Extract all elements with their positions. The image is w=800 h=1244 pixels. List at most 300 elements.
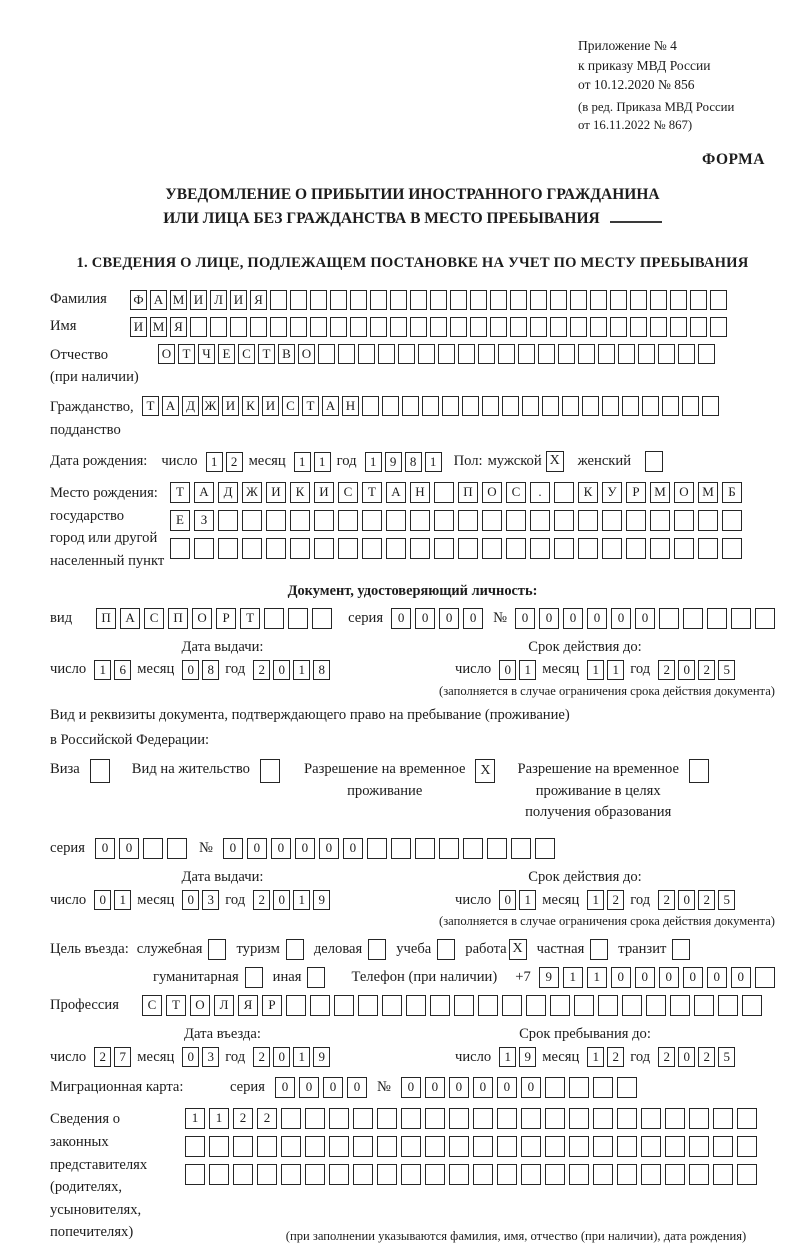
char-box: 0 — [439, 608, 459, 629]
expiry-year-boxes — [658, 660, 735, 680]
char-box — [434, 510, 454, 531]
char-box — [353, 1136, 373, 1157]
char-box: К — [242, 396, 259, 416]
char-box — [618, 344, 635, 364]
char-box — [626, 510, 646, 531]
char-box — [570, 290, 587, 310]
char-box: О — [190, 995, 210, 1016]
char-box — [482, 510, 502, 531]
residence-expiry-year-boxes — [658, 890, 735, 910]
char-box — [506, 538, 526, 559]
char-box — [755, 967, 775, 988]
char-box — [642, 396, 659, 416]
char-box: 0 — [563, 608, 583, 629]
char-box — [310, 290, 327, 310]
char-box — [737, 1108, 757, 1129]
representatives-line-1 — [185, 1108, 757, 1129]
birth-month-boxes — [294, 452, 331, 472]
appendix-line: к приказу МВД России — [578, 57, 711, 73]
char-box — [674, 510, 694, 531]
char-box: 2 — [658, 660, 675, 680]
representatives-boxes — [185, 1108, 757, 1244]
char-box: 0 — [678, 1047, 695, 1067]
stay-until-group: число 1 9 месяц 1 2 год 2 0 2 5 — [455, 1047, 735, 1067]
char-box: 0 — [521, 1077, 541, 1098]
char-box — [490, 317, 507, 337]
char-box: 2 — [257, 1108, 277, 1129]
char-box: 1 — [587, 660, 604, 680]
residence-options-row — [50, 759, 775, 825]
char-box — [410, 538, 430, 559]
representatives-row — [50, 1108, 775, 1244]
char-box — [593, 1077, 613, 1098]
char-box: 1 — [365, 452, 382, 472]
amendment-line: (в ред. Приказа МВД России — [578, 99, 735, 114]
char-box: 0 — [707, 967, 727, 988]
char-box: 0 — [247, 838, 267, 859]
char-box: С — [506, 482, 526, 503]
char-box — [502, 396, 519, 416]
char-box — [450, 290, 467, 310]
identity-doc-row — [50, 608, 775, 629]
char-box: К — [578, 482, 598, 503]
char-box — [521, 1108, 541, 1129]
char-box — [458, 510, 478, 531]
char-box — [670, 290, 687, 310]
char-box — [487, 838, 507, 859]
char-box: 1 — [209, 1108, 229, 1129]
char-box: 0 — [635, 967, 655, 988]
char-box — [530, 510, 550, 531]
char-box — [510, 290, 527, 310]
residence-series-label: серия — [50, 840, 85, 857]
char-box: 1 — [587, 890, 604, 910]
char-box: 7 — [114, 1047, 131, 1067]
char-box — [290, 317, 307, 337]
char-box — [506, 510, 526, 531]
title-line-1: УВЕДОМЛЕНИЕ О ПРИБЫТИИ ИНОСТРАННОГО ГРАЖДАНИНА — [165, 185, 660, 203]
char-box: 9 — [519, 1047, 536, 1067]
char-box — [430, 995, 450, 1016]
char-box — [602, 510, 622, 531]
char-box: 9 — [385, 452, 402, 472]
char-box: 1 — [563, 967, 583, 988]
char-box — [242, 538, 262, 559]
char-box — [662, 396, 679, 416]
char-box — [582, 396, 599, 416]
char-box: 1 — [519, 890, 536, 910]
residence-series-row — [50, 838, 775, 859]
char-box: З — [194, 510, 214, 531]
identity-dates-headings — [50, 639, 775, 656]
char-box: С — [144, 608, 164, 629]
char-box — [578, 344, 595, 364]
char-box: 1 — [519, 660, 536, 680]
char-box — [338, 344, 355, 364]
purpose-tourism: туризм — [236, 939, 303, 960]
sex-female-label: женский — [577, 453, 632, 470]
char-box — [250, 317, 267, 337]
citizenship-row — [50, 396, 775, 441]
char-box — [350, 317, 367, 337]
char-box — [554, 482, 574, 503]
char-box — [194, 538, 214, 559]
char-box — [286, 995, 306, 1016]
char-box: 0 — [223, 838, 243, 859]
char-box — [462, 396, 479, 416]
expiry-day-boxes — [499, 660, 536, 680]
char-box — [449, 1164, 469, 1185]
patronymic-boxes — [158, 344, 715, 364]
char-box — [463, 838, 483, 859]
stay-year-boxes — [658, 1047, 735, 1067]
char-box — [683, 608, 703, 629]
char-box — [318, 344, 335, 364]
char-box — [650, 290, 667, 310]
char-box — [755, 608, 775, 629]
char-box — [305, 1164, 325, 1185]
char-box: 6 — [114, 660, 131, 680]
char-box — [257, 1136, 277, 1157]
char-box — [473, 1108, 493, 1129]
char-box — [626, 538, 646, 559]
char-box: А — [322, 396, 339, 416]
char-box — [470, 290, 487, 310]
char-box: О — [674, 482, 694, 503]
birthplace-boxes — [170, 482, 742, 566]
char-box: 0 — [449, 1077, 469, 1098]
char-box — [598, 344, 615, 364]
char-box: 1 — [206, 452, 223, 472]
citizenship-boxes — [142, 396, 719, 416]
char-box — [382, 396, 399, 416]
char-box — [190, 317, 207, 337]
residence-issue-group: число 0 1 месяц 0 3 год 2 0 1 9 — [50, 890, 395, 910]
char-box: 2 — [253, 1047, 270, 1067]
char-box — [665, 1136, 685, 1157]
char-box: О — [158, 344, 175, 364]
entry-date-heading: Дата въезда: — [184, 1026, 261, 1043]
representatives-note: (при заполнении указываются фамилия, имя, отчество (при наличии), дата рождения) — [285, 1229, 747, 1244]
birthplace-line-2 — [170, 510, 742, 531]
char-box — [718, 995, 738, 1016]
char-box: 0 — [678, 890, 695, 910]
purpose-business: служебная — [137, 939, 227, 960]
doc-series-boxes — [391, 608, 483, 629]
section-1-heading: 1. СВЕДЕНИЯ О ЛИЦЕ, ПОДЛЕЖАЩЕМ ПОСТАНОВКЕ НА УЧЕТ ПО МЕСТУ ПРЕБЫВАНИЯ — [76, 254, 749, 271]
char-box — [737, 1164, 757, 1185]
char-box — [270, 317, 287, 337]
transit-checkbox — [672, 939, 690, 960]
char-box — [610, 317, 627, 337]
char-box — [390, 290, 407, 310]
char-box — [593, 1164, 613, 1185]
char-box: О — [482, 482, 502, 503]
char-box: О — [192, 608, 212, 629]
char-box — [473, 1164, 493, 1185]
entry-date-group: число 2 7 месяц 0 3 год 2 0 1 9 — [50, 1047, 395, 1067]
char-box — [526, 995, 546, 1016]
char-box: 0 — [94, 890, 111, 910]
birthplace-row — [50, 482, 775, 572]
char-box — [710, 290, 727, 310]
char-box — [473, 1136, 493, 1157]
char-box — [689, 1164, 709, 1185]
amendment-line: от 16.11.2022 № 867) — [578, 118, 693, 133]
char-box — [521, 1136, 541, 1157]
representatives-line-3 — [185, 1164, 757, 1185]
char-box — [497, 1164, 517, 1185]
char-box: 1 — [607, 660, 624, 680]
char-box — [665, 1108, 685, 1129]
char-box — [610, 290, 627, 310]
char-box: Ф — [130, 290, 147, 310]
char-box — [598, 995, 618, 1016]
char-box: А — [386, 482, 406, 503]
entry-dates-row — [50, 1047, 775, 1067]
char-box: 0 — [401, 1077, 421, 1098]
char-box — [330, 290, 347, 310]
char-box: П — [96, 608, 116, 629]
char-box — [630, 290, 647, 310]
char-box — [698, 344, 715, 364]
issue-date-heading: Дата выдачи: — [181, 638, 264, 655]
char-box — [406, 995, 426, 1016]
char-box: 0 — [343, 838, 363, 859]
char-box — [439, 838, 459, 859]
char-box — [290, 538, 310, 559]
profession-row — [50, 995, 775, 1016]
char-box: 3 — [202, 890, 219, 910]
char-box — [288, 608, 308, 629]
char-box — [362, 396, 379, 416]
char-box — [281, 1136, 301, 1157]
char-box — [270, 290, 287, 310]
char-box — [218, 538, 238, 559]
char-box — [329, 1136, 349, 1157]
stay-day-boxes — [499, 1047, 536, 1067]
char-box: 0 — [415, 608, 435, 629]
char-box — [630, 317, 647, 337]
char-box: 0 — [323, 1077, 343, 1098]
char-box: Ж — [202, 396, 219, 416]
citizenship-label: Гражданство, подданство — [50, 399, 134, 438]
char-box — [511, 838, 531, 859]
char-box — [638, 344, 655, 364]
other-checkbox — [307, 967, 325, 988]
char-box — [425, 1164, 445, 1185]
char-box — [362, 538, 382, 559]
migration-card-label: Миграционная карта: — [50, 1079, 184, 1096]
char-box: И — [230, 290, 247, 310]
char-box — [442, 396, 459, 416]
char-box — [498, 344, 515, 364]
char-box: И — [190, 290, 207, 310]
char-box: 0 — [295, 838, 315, 859]
sex-male-checkbox: X — [546, 451, 564, 472]
char-box: 1 — [587, 967, 607, 988]
char-box: Я — [170, 317, 187, 337]
issue-day-boxes — [94, 660, 131, 680]
residence-expiry-month-boxes — [587, 890, 624, 910]
char-box: С — [142, 995, 162, 1016]
char-box — [678, 344, 695, 364]
humanitarian-checkbox — [245, 967, 263, 988]
char-box — [742, 995, 762, 1016]
profession-boxes — [142, 995, 762, 1016]
char-box — [334, 995, 354, 1016]
char-box — [694, 995, 714, 1016]
char-box: И — [314, 482, 334, 503]
char-box: 2 — [253, 660, 270, 680]
entry-month-boxes — [182, 1047, 219, 1067]
visa-checkbox — [90, 759, 110, 783]
name-row — [50, 317, 775, 337]
char-box: 0 — [119, 838, 139, 859]
char-box — [458, 344, 475, 364]
char-box: 9 — [313, 890, 330, 910]
char-box — [590, 290, 607, 310]
stay-month-boxes — [587, 1047, 624, 1067]
entry-purpose-row-2 — [153, 967, 775, 988]
char-box: 0 — [182, 660, 199, 680]
char-box — [310, 995, 330, 1016]
char-box — [690, 317, 707, 337]
birthplace-line-3 — [170, 538, 742, 559]
char-box — [545, 1108, 565, 1129]
char-box: 0 — [635, 608, 655, 629]
char-box: 2 — [658, 890, 675, 910]
birth-day-boxes — [206, 452, 243, 472]
char-box — [602, 538, 622, 559]
char-box — [650, 538, 670, 559]
char-box: 0 — [611, 967, 631, 988]
residence-issue-day-boxes — [94, 890, 131, 910]
char-box — [545, 1136, 565, 1157]
char-box: Т — [302, 396, 319, 416]
char-box — [689, 1108, 709, 1129]
char-box: Е — [170, 510, 190, 531]
char-box: 1 — [425, 452, 442, 472]
char-box: 1 — [114, 890, 131, 910]
phone-label: Телефон (при наличии) — [351, 969, 498, 986]
char-box — [314, 538, 334, 559]
residence-issue-year-boxes — [253, 890, 330, 910]
year-label: год — [336, 453, 357, 470]
char-box — [264, 608, 284, 629]
char-box: 0 — [182, 1047, 199, 1067]
char-box: 1 — [293, 1047, 310, 1067]
study-checkbox — [437, 939, 455, 960]
char-box: А — [150, 290, 167, 310]
purpose-work: работа X — [465, 939, 526, 960]
char-box — [641, 1164, 661, 1185]
char-box — [510, 317, 527, 337]
char-box — [430, 290, 447, 310]
char-box — [410, 290, 427, 310]
char-box — [710, 317, 727, 337]
char-box: 2 — [607, 1047, 624, 1067]
char-box — [538, 344, 555, 364]
char-box — [690, 290, 707, 310]
char-box — [670, 995, 690, 1016]
char-box — [554, 538, 574, 559]
char-box: 0 — [678, 660, 695, 680]
purpose-study: учеба — [396, 939, 455, 960]
entry-year-boxes — [253, 1047, 330, 1067]
char-box — [569, 1164, 589, 1185]
char-box: Я — [238, 995, 258, 1016]
residence-issue-month-boxes — [182, 890, 219, 910]
surname-row — [50, 290, 775, 310]
residence-issue-heading: Дата выдачи: — [181, 869, 264, 886]
char-box — [593, 1108, 613, 1129]
char-box — [550, 995, 570, 1016]
char-box — [377, 1108, 397, 1129]
char-box: Т — [142, 396, 159, 416]
char-box: 0 — [275, 1077, 295, 1098]
temp-residence-checkbox: X — [475, 759, 495, 783]
birthplace-line-1 — [170, 482, 742, 503]
char-box — [650, 510, 670, 531]
residence-number-label: № — [198, 840, 213, 857]
char-box — [143, 838, 163, 859]
char-box: А — [120, 608, 140, 629]
entry-purpose-row — [50, 939, 775, 960]
char-box: 0 — [539, 608, 559, 629]
char-box — [458, 538, 478, 559]
surname-label: Фамилия — [50, 291, 107, 308]
char-box — [478, 995, 498, 1016]
char-box — [367, 838, 387, 859]
char-box: Т — [170, 482, 190, 503]
char-box — [602, 396, 619, 416]
migration-series-label: серия — [230, 1079, 265, 1096]
char-box — [242, 510, 262, 531]
residence-permit-checkbox — [260, 759, 280, 783]
char-box — [650, 317, 667, 337]
char-box: 8 — [202, 660, 219, 680]
char-box — [210, 317, 227, 337]
representatives-label: Сведения о законных представителях (родителях, усыновителях, попечителях) — [50, 1111, 148, 1241]
char-box — [290, 510, 310, 531]
char-box — [402, 396, 419, 416]
char-box — [314, 510, 334, 531]
char-box: 9 — [539, 967, 559, 988]
char-box: О — [298, 344, 315, 364]
char-box — [574, 995, 594, 1016]
char-box — [266, 510, 286, 531]
char-box — [665, 1164, 685, 1185]
char-box: 0 — [391, 608, 411, 629]
char-box: М — [650, 482, 670, 503]
option-residence-permit: Вид на жительство — [132, 759, 280, 783]
char-box: 2 — [698, 1047, 715, 1067]
char-box: 1 — [587, 1047, 604, 1067]
char-box: С — [338, 482, 358, 503]
char-box: 1 — [185, 1108, 205, 1129]
char-box — [497, 1136, 517, 1157]
char-box: 0 — [499, 890, 516, 910]
char-box — [490, 290, 507, 310]
char-box — [382, 995, 402, 1016]
char-box: 9 — [313, 1047, 330, 1067]
char-box — [674, 538, 694, 559]
char-box — [470, 317, 487, 337]
appendix-line: от 10.12.2020 № 856 — [578, 77, 695, 93]
char-box — [530, 317, 547, 337]
char-box — [378, 344, 395, 364]
